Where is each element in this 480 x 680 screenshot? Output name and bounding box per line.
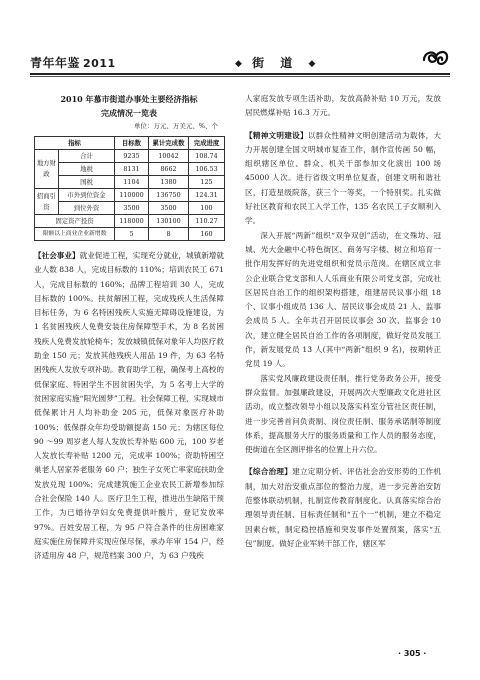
page-number: · 305 ·: [398, 649, 427, 658]
section-keyword: 【精神文明建设】: [245, 130, 308, 140]
done-cell: 130100: [149, 215, 189, 228]
header-rule: [30, 73, 450, 75]
section-keyword: 【社会事业】: [34, 251, 80, 260]
col-header-progress: 完成进度: [189, 137, 225, 150]
row-label: 市外到位资金: [59, 189, 115, 202]
target-cell: 110000: [115, 189, 149, 202]
progress-cell: 124.31: [189, 189, 225, 202]
table-row: [35, 202, 225, 215]
table-row: [35, 176, 225, 189]
progress-cell: 160: [189, 228, 225, 241]
table-row: [35, 215, 225, 228]
progress-cell: 125: [189, 176, 225, 189]
done-cell: 3500: [149, 202, 189, 215]
target-cell: 118000: [115, 215, 149, 228]
social-affairs-paragraph: [34, 249, 224, 564]
left-column: [34, 92, 224, 564]
progress-cell: 100: [189, 202, 225, 215]
paragraph-text: 建立定期分析、评估社会治安形势的工作机制，加大对治安重点部位的整治力度，进一步完善治安防范整体联动机制，扎制宣传教育制度化。认真落实综合治理领导责任制、目标责任制和“五个一”机制，建立不稳定因素台帐，制定稳控措施和突发事件处置预案，落实“五包”制度。做好企业军转干部工作，辖区军: [245, 467, 442, 548]
row-label: 合计: [59, 150, 115, 163]
section-name: 街 道: [252, 56, 299, 70]
section-title: [235, 54, 315, 71]
table-row: [35, 150, 225, 163]
progress-cell: 110.27: [189, 215, 225, 228]
target-cell: 3500: [115, 202, 149, 215]
table-title-line2: 完成情况一览表: [101, 108, 157, 118]
comprehensive-governance-paragraph: [245, 465, 441, 551]
yearbook-year: 2011: [83, 57, 116, 70]
yearbook-name: 青年年鉴: [30, 56, 81, 70]
table-header-row: [35, 137, 225, 150]
col-header-target: 目标数: [115, 137, 149, 150]
target-cell: 9235: [115, 150, 149, 163]
row-label: 国税: [59, 176, 115, 189]
header-rule-thin: [30, 76, 450, 77]
diamond-icon: ◆: [308, 59, 316, 69]
spiritual-civilization-paragraph: [245, 129, 441, 229]
swirl-ornament-icon: [420, 46, 450, 70]
done-cell: 1380: [149, 176, 189, 189]
done-cell: 136750: [149, 189, 189, 202]
col-header-indicator: 指标: [35, 137, 115, 150]
target-cell: 5: [115, 228, 149, 241]
col-header-done: 累计完成数: [149, 137, 189, 150]
row-label: 固定资产投资: [35, 215, 115, 228]
paragraph-text: 就业促进工程，实现充分就业，城镇新增就业人数 838 人，完成目标数的 110%；培训农民工 671 人，完成目标数的 160%；品牌工程培训 30 人，完成目标数的 100%。扶贫解困工程，完成残疾人生活保障目标任务，为 6 名特困残疾人实施无障碍设施建设，为 1 名贫困残疾人免费安装住房保障型手术，为 8 名贫困残疾人免费发放轮椅车；发放城镇低保对象年人均医疗救助金 150 元；发放其他残疾人用品 19 件，为 63 名特困残疾人发放专项补助。教育助学工程，确保考上高校的低保家庭、特困学生不因贫困失学，为 5 名考上大学的贫困家庭实施“阳光圆梦”工程。社会保障工程，实现城市低保累计月人均补助金 205 元，低保对象医疗补助 100%；低保群众年均受助额提高 150 元；为辖区每位 90 ～99 周岁老人每人发放长寿补贴 600 元，100 岁老人发放长寿补贴 1200 元，完成率 100%；资助特困空巢老人居家养老服务 60 户；独生子女死亡率家庭扶助金发放兑现 100%；完成建筑施工企业农民工新增参加综合社会保险 140 人。医疗卫生工程，推进出生缺陷干预工作，为已婚待孕妇女免费提供叶酸片，登记发放率 97%。百姓安居工程，为 95 户符合条件的住房困难家庭实施住房保障并实现应保尽保，承办年审 154 户，经济适用房 48 户，规范档案 300 户，为 63 户残疾: [34, 251, 225, 561]
group-cell: 招商引资: [35, 189, 59, 215]
target-cell: 1104: [115, 176, 149, 189]
table-title: [34, 92, 224, 120]
section-keyword: 【综合治理】: [245, 467, 293, 477]
indicator-table: [34, 136, 225, 241]
running-header: [30, 52, 450, 72]
continued-paragraph: 人家庭发放专项生活补助，发放高龄补贴 10 万元，发放居民燃煤补贴 16.3 万元。: [245, 94, 441, 118]
table-row: [35, 189, 225, 202]
done-cell: 8662: [149, 163, 189, 176]
paragraph-text: 以群众性精神文明创建活动为载体，大力开展创建全国文明城市复查工作，制作宣传画 50 幅，组织辖区单位、群众、机关干部参加文化演出 100 场 45000 人次。进行省级文明单位复查，创建文明和谐社区，打造星级院落，获三个一等奖，一个特别奖。扎实做好社区教育和农民工入学工作，135 名农民工子女顺利入学。: [245, 130, 442, 226]
row-label: 限额以上商业企业新增数: [35, 228, 115, 241]
progress-cell: 108.74: [189, 150, 225, 163]
done-cell: 8: [149, 228, 189, 241]
party-building-paragraph: 深入开展“两新”组织“双争双创”活动，在文殊坊、冠城、光大金融中心特色街区、商务写字楼、树立和培育一批作用发挥好的先进党组织和党员示范岗。在辖区成立非公企业联合党支部和人人乐商业有限公司党支部，完成社区居民自治工作的组织架构搭建，组建居民议事小组 18 个、议事小组成员 136 人、居民议事会成员 21 人、监事会成员 5 人。全年共召开居民议事会 30 次、监事会 10 次，建立健全居民自治工作的各项制度，做好党员发展工作，新发展党员 13 人(其中“两新”组织 9 名)，按期转正党员 19 人。: [245, 230, 441, 369]
diamond-icon: ◆: [235, 59, 242, 69]
right-column: [245, 92, 441, 551]
table-title-line1: 2010 年慕市街道办事处主要经济指标: [60, 94, 198, 104]
row-label: 地税: [59, 163, 115, 176]
done-cell: 10042: [149, 150, 189, 163]
table-unit: 单位：万元、万美元、%、个: [133, 122, 218, 130]
integrity-paragraph: 落实党风廉政建设责任制，推行党务政务公开，接受群众监督。加强廉政建设，开展两次大型廉政文化进社区活动，成立整改领导小组以及落实科室分管社区责任制，进一步完善首问负责制、岗位责任制、服务承诺制等制度体系，提高服务大厅的服务质量和工作人员的服务态度，使街道在全区测评排名的位置上升六位。: [245, 373, 441, 455]
yearbook-title: [30, 54, 116, 71]
table-row: [35, 163, 225, 176]
target-cell: 8131: [115, 163, 149, 176]
table-row: [35, 228, 225, 241]
row-label: 到位外资: [59, 202, 115, 215]
group-cell: 地方财政: [35, 150, 59, 189]
progress-cell: 106.53: [189, 163, 225, 176]
